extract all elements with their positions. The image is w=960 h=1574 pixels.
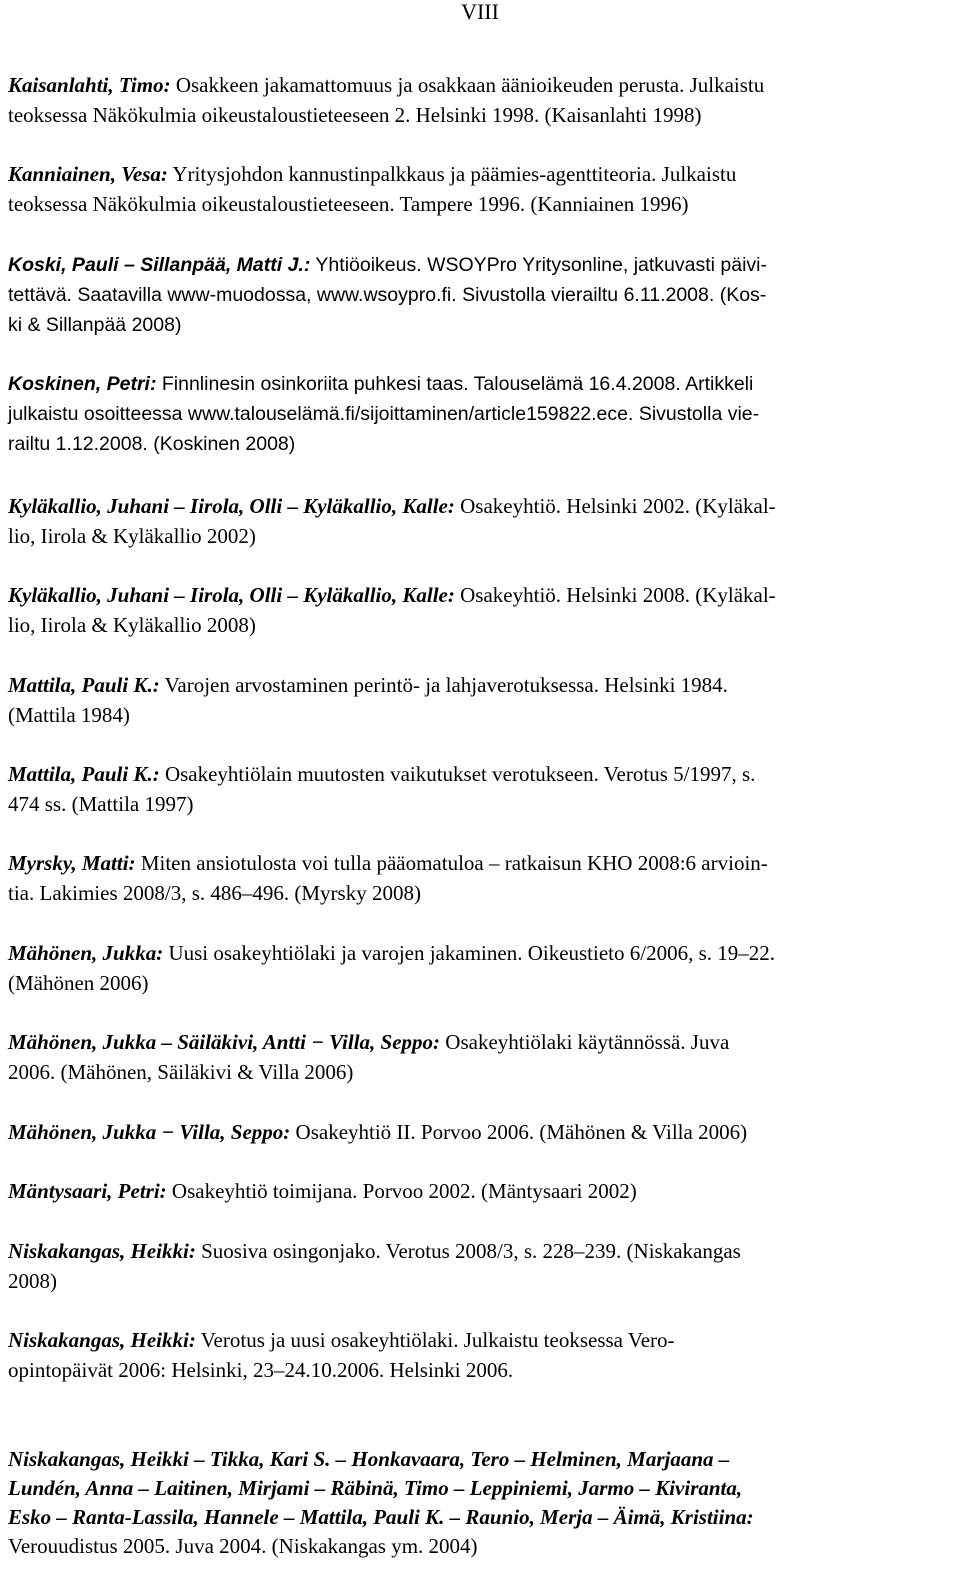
reference-author: Kanniainen, Vesa: (8, 162, 168, 186)
reference-entry (8, 580, 948, 640)
reference-author: Niskakangas, Heikki: (8, 1328, 196, 1352)
reference-text: opintopäivät 2006: Helsinki, 23–24.10.2006. Helsinki 2006. (8, 1358, 514, 1382)
reference-author: Kyläkallio, Juhani – Iirola, Olli – Kyläkallio, Kalle: (8, 494, 455, 518)
reference-entry (8, 670, 948, 730)
reference-author: Kyläkallio, Juhani – Iirola, Olli – Kyläkallio, Kalle: (8, 583, 455, 607)
reference-author: Esko – Ranta-Lassila, Hannele – Mattila, Pauli K. – Raunio, Merja – Äimä, Kristiina: (8, 1505, 754, 1529)
reference-entry (8, 1176, 948, 1206)
reference-author: Mähönen, Jukka − Villa, Seppo: (8, 1120, 291, 1144)
reference-author: Myrsky, Matti: (8, 851, 136, 875)
reference-text: Osakeyhtiö II. Porvoo 2006. (Mähönen & Villa 2006) (295, 1120, 748, 1144)
reference-text: (Mattila 1984) (8, 703, 130, 727)
reference-text: lio, Iirola & Kyläkallio 2008) (8, 613, 256, 637)
reference-text: Verouudistus 2005. Juva 2004. (Niskakangas ym. 2004) (8, 1534, 478, 1558)
reference-entry (8, 159, 948, 219)
reference-text: teoksessa Näkökulmia oikeustaloustieteeseen. Tampere 1996. (Kanniainen 1996) (8, 192, 689, 216)
reference-text: 2008) (8, 1269, 57, 1293)
reference-text: Osakeyhtiö. Helsinki 2002. (Kyläkal- (460, 494, 776, 518)
reference-text: Verotus ja uusi osakeyhtiölaki. Julkaistu teoksessa Vero- (200, 1328, 675, 1352)
reference-text: Osakkeen jakamattomuus ja osakkaan äänioikeuden perusta. Julkaistu (175, 73, 765, 97)
reference-entry (8, 759, 948, 819)
reference-text: Osakeyhtiö. Helsinki 2008. (Kyläkal- (460, 583, 776, 607)
reference-text: Yritysjohdon kannustinpalkkaus ja päämies-agenttiteoria. Julkaistu (172, 162, 737, 186)
reference-text: Uusi osakeyhtiölaki ja varojen jakaminen. Oikeustieto 6/2006, s. 19–22. (168, 941, 776, 965)
reference-text: tettävä. Saatavilla www-muodossa, www.wsoypro.fi. Sivustolla vierailtu 6.11.2008. (Kos- (8, 284, 767, 306)
reference-text: tia. Lakimies 2008/3, s. 486–496. (Myrsky 2008) (8, 881, 421, 905)
reference-author: Niskakangas, Heikki – Tikka, Kari S. – Honkavaara, Tero – Helminen, Marjaana – (8, 1447, 730, 1471)
reference-text: railtu 1.12.2008. (Koskinen 2008) (8, 433, 296, 455)
reference-text: (Mähönen 2006) (8, 971, 149, 995)
reference-entry (8, 848, 948, 908)
reference-entry (8, 1027, 948, 1087)
reference-text: Osakeyhtiö toimijana. Porvoo 2002. (Mäntysaari 2002) (171, 1179, 637, 1203)
reference-text: teoksessa Näkökulmia oikeustaloustieteeseen 2. Helsinki 1998. (Kaisanlahti 1998) (8, 103, 702, 127)
reference-author: Mattila, Pauli K.: (8, 762, 160, 786)
reference-entry (8, 250, 948, 340)
reference-text: julkaistu osoitteessa www.talouselämä.fi/sijoittaminen/article159822.ece. Sivustolla vie- (8, 403, 760, 425)
reference-text: lio, Iirola & Kyläkallio 2002) (8, 524, 256, 548)
reference-text: Suosiva osingonjako. Verotus 2008/3, s. 228–239. (Niskakangas (201, 1239, 741, 1263)
reference-author: Mähönen, Jukka: (8, 941, 164, 965)
reference-author: Kaisanlahti, Timo: (8, 73, 171, 97)
reference-entry (8, 1325, 948, 1385)
reference-author: Lundén, Anna – Laitinen, Mirjami – Räbinä, Timo – Leppiniemi, Jarmo – Kiviranta, (8, 1476, 743, 1500)
reference-author: Koskinen, Petri: (8, 373, 157, 395)
reference-text: Osakeyhtiölain muutosten vaikutukset verotukseen. Verotus 5/1997, s. (164, 762, 756, 786)
reference-text: Varojen arvostaminen perintö- ja lahjaverotuksessa. Helsinki 1984. (164, 673, 728, 697)
reference-entry (8, 491, 948, 551)
reference-text: ki & Sillanpää 2008) (8, 314, 182, 336)
reference-text: Yhtiöoikeus. WSOYPro Yritysonline, jatkuvasti päivi- (315, 254, 767, 276)
reference-author: Mäntysaari, Petri: (8, 1179, 167, 1203)
reference-author: Mattila, Pauli K.: (8, 673, 160, 697)
reference-entry (8, 1117, 948, 1147)
reference-text: Osakeyhtiölaki käytännössä. Juva (445, 1030, 730, 1054)
reference-text: 474 ss. (Mattila 1997) (8, 792, 194, 816)
reference-entry (8, 1236, 948, 1296)
reference-author: Mähönen, Jukka – Säiläkivi, Antti − Villa, Seppo: (8, 1030, 441, 1054)
reference-entry (8, 938, 948, 998)
reference-entry (8, 369, 948, 459)
reference-text: Finnlinesin osinkoriita puhkesi taas. Talouselämä 16.4.2008. Artikkeli (161, 373, 754, 395)
reference-entry (8, 70, 948, 130)
reference-text: Miten ansiotulosta voi tulla pääomatuloa – ratkaisun KHO 2008:6 arvioin- (140, 851, 768, 875)
reference-author: Niskakangas, Heikki: (8, 1239, 196, 1263)
reference-text: 2006. (Mähönen, Säiläkivi & Villa 2006) (8, 1060, 354, 1084)
page-number: VIII (461, 0, 499, 24)
reference-author: Koski, Pauli – Sillanpää, Matti J.: (8, 254, 311, 276)
reference-entry (8, 1445, 948, 1561)
